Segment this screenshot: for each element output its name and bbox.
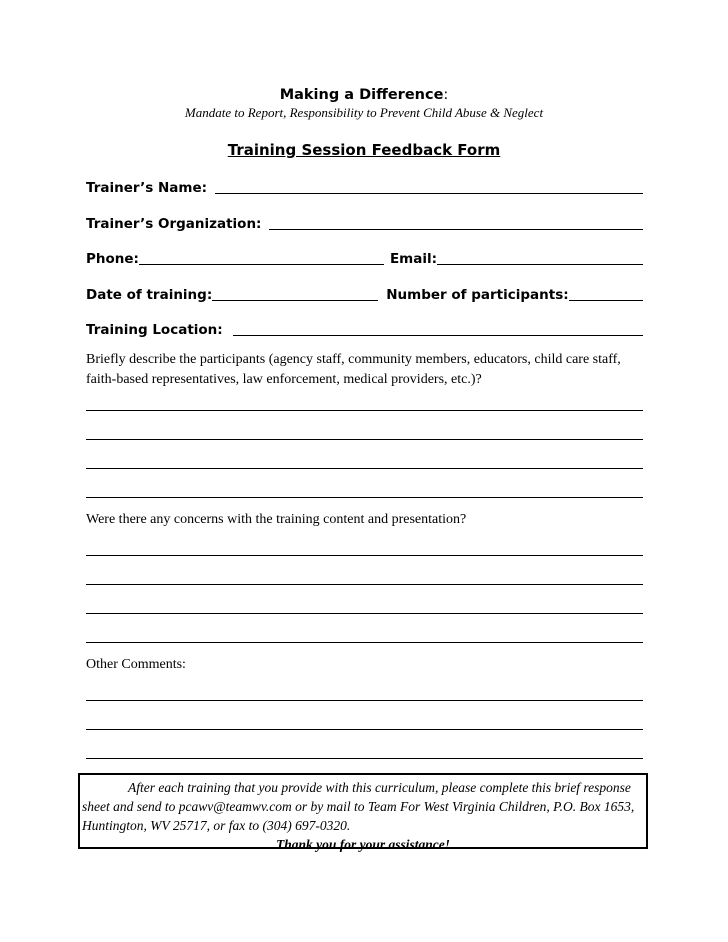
title-text: Making a Difference <box>279 87 444 103</box>
other-comments-label: Other Comments: <box>86 657 186 672</box>
describe-participants-answer-line[interactable] <box>86 439 643 440</box>
training-location-label: Training Location: <box>86 322 223 338</box>
date-participants-row <box>86 281 643 303</box>
phone-email-row <box>86 245 643 267</box>
date-of-training-label: Date of training: <box>86 287 213 303</box>
trainer-name-field[interactable] <box>215 178 643 194</box>
phone-field[interactable] <box>139 249 384 265</box>
other-comments-answer-line[interactable] <box>86 758 643 759</box>
concerns-answer-line[interactable] <box>86 613 643 614</box>
describe-participants-answer-line[interactable] <box>86 410 643 411</box>
date-of-training-field[interactable] <box>212 285 378 301</box>
describe-participants-answer-line[interactable] <box>86 468 643 469</box>
describe-participants-question: Briefly describe the participants (agency staff, community members, educators, child care staff, faith-based representatives, law enforcement, medical providers, etc.)? <box>86 352 621 387</box>
other-comments-answer-line[interactable] <box>86 700 643 701</box>
training-location-row <box>86 316 643 338</box>
concerns-answer-line[interactable] <box>86 642 643 643</box>
form-title: Training Session Feedback Form <box>227 141 501 159</box>
trainer-name-label: Trainer’s Name: <box>86 180 208 196</box>
instructions-text: After each training that you provide with this curriculum, please complete this brief response sheet and send to pcawv@teamwv.com or by mail to Team For West Virginia Children, P.O. Box 1653, Huntington, WV 25717, or fax to (304) 697-0320. <box>82 780 635 833</box>
thank-you-text: Thank you for your assistance! <box>275 837 451 852</box>
email-field[interactable] <box>437 249 643 265</box>
concerns-answer-line[interactable] <box>86 555 643 556</box>
number-of-participants-label: Number of participants: <box>386 287 569 303</box>
describe-participants-answer-line[interactable] <box>86 497 643 498</box>
trainer-organization-row <box>86 210 643 232</box>
trainer-organization-field[interactable] <box>269 214 643 230</box>
title-colon: : <box>443 87 449 103</box>
training-location-field[interactable] <box>233 320 643 336</box>
document-title <box>0 87 728 103</box>
instructions-box <box>78 773 648 852</box>
number-of-participants-field[interactable] <box>569 285 643 301</box>
email-label: Email: <box>389 251 438 267</box>
concerns-question: Were there any concerns with the training content and presentation? <box>86 512 467 527</box>
concerns-answer-line[interactable] <box>86 584 643 585</box>
document-subtitle: Mandate to Report, Responsibility to Prevent Child Abuse & Neglect <box>184 105 544 120</box>
trainer-organization-label: Trainer’s Organization: <box>86 216 262 232</box>
trainer-name-row <box>86 174 643 196</box>
phone-label: Phone: <box>86 251 139 267</box>
other-comments-answer-line[interactable] <box>86 729 643 730</box>
